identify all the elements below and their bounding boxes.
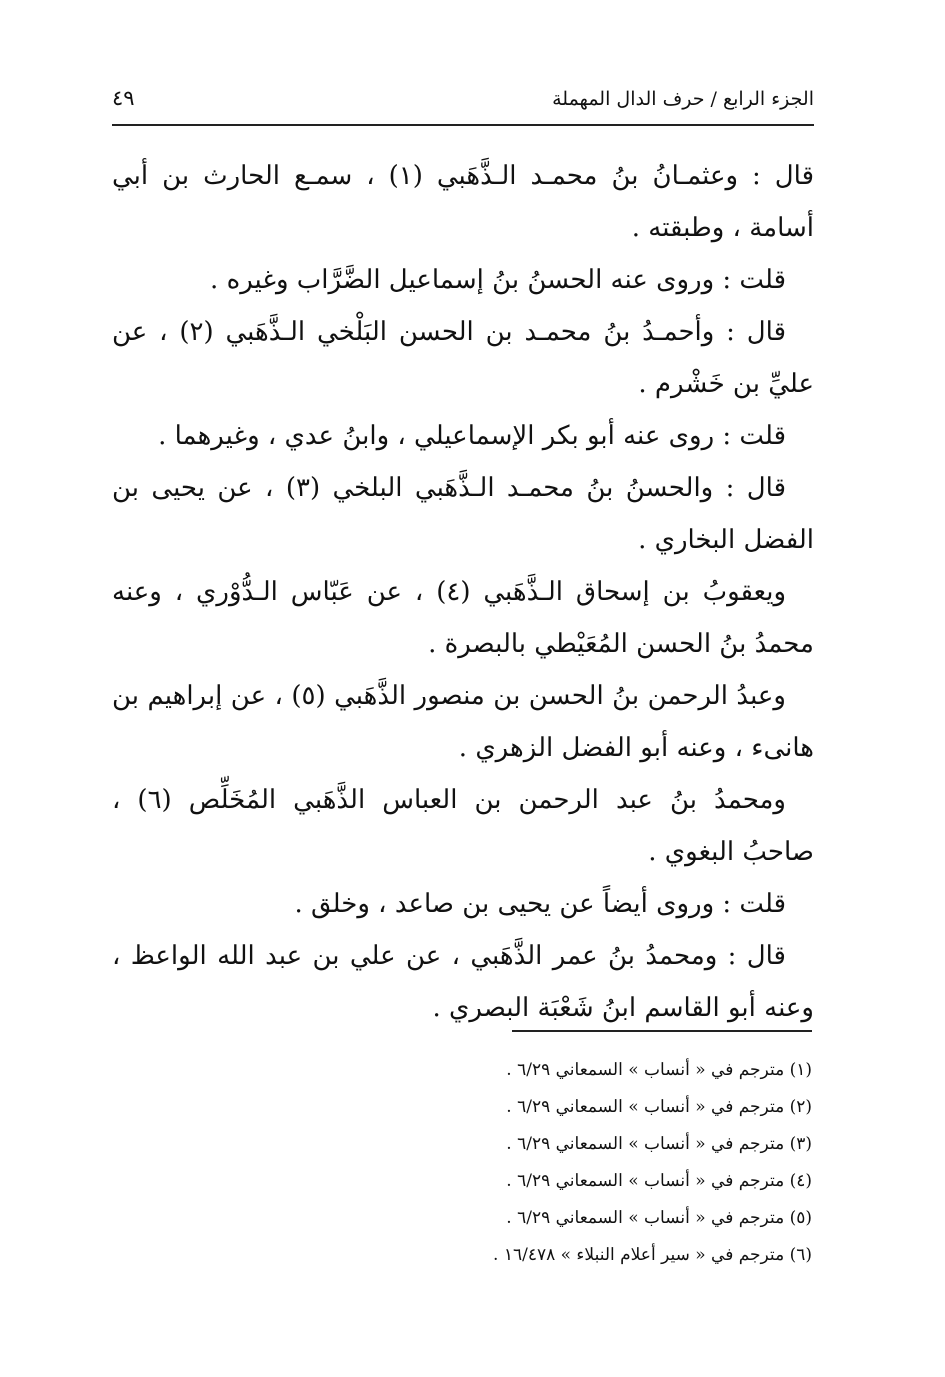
footnote: (٢) مترجم في « أنساب » السمعاني ٦/٢٩ .: [506, 1097, 812, 1117]
paragraph: قلت : وروى أيضاً عن يحيى بن صاعد ، وخلق .: [294, 889, 786, 919]
paragraph: وعبدُ الرحمن بنُ الحسن بن منصور الذَّهَبي (٥) ، عن إبراهيم بن هانىء ، وعنه أبو الفضل الزهري .: [112, 681, 814, 763]
paragraph: قال : والحسنُ بنُ محمـد الـذَّهَبي البلخي (٣) ، عن يحيى بن الفضل البخاري .: [112, 473, 814, 555]
header-title: الجزء الرابع / حرف الدال المهملة: [552, 88, 814, 110]
paragraph: ويعقوبُ بن إسحاق الـذَّهَبي (٤) ، عن عَبّاس الـدُّوْري ، وعنه محمدُ بنُ الحسن المُعَيْطي بالبصرة .: [112, 577, 814, 659]
main-text: [112, 150, 814, 1034]
paragraph: قال : وعثمـانُ بنُ محمـد الـذَّهَبي (١) ، سمـع الحارث بن أبي أسامة ، وطبقته .: [112, 161, 815, 243]
header-divider: [112, 124, 814, 126]
paragraph: قال : ومحمدُ بنُ عمر الذَّهَبي ، عن علي بن عبد الله الواعظ ، وعنه أبو القاسم ابنُ شَعْبَة البصري .: [112, 941, 814, 1023]
footnote: (٣) مترجم في « أنساب » السمعاني ٦/٢٩ .: [506, 1134, 812, 1154]
footnotes: [112, 1052, 812, 1274]
footnote: (٤) مترجم في « أنساب » السمعاني ٦/٢٩ .: [506, 1171, 812, 1191]
paragraph: قلت : وروى عنه الحسنُ بنُ إسماعيل الضَّرَّاب وغيره .: [210, 265, 786, 295]
footnote: (٥) مترجم في « أنساب » السمعاني ٦/٢٩ .: [506, 1208, 812, 1228]
paragraph: قلت : روى عنه أبو بكر الإسماعيلي ، وابنُ عدي ، وغيرهما .: [158, 421, 786, 451]
running-header: [112, 82, 814, 122]
page-number: ٤٩: [112, 86, 135, 110]
paragraph: قال : وأحمـدُ بنُ محمـد بن الحسن البَلْخي الـذَّهَبي (٢) ، عن عليِّ بن خَشْرم .: [112, 317, 814, 399]
footnote: (١) مترجم في « أنساب » السمعاني ٦/٢٩ .: [506, 1060, 812, 1080]
paragraph: ومحمدُ بنُ عبد الرحمن بن العباس الذَّهَبي المُخَلِّص (٦) ، صاحبُ البغوي .: [112, 785, 814, 867]
footnote: (٦) مترجم في « سير أعلام النبلاء » ١٦/٤٧٨ .: [493, 1245, 812, 1265]
footnote-divider: [512, 1030, 812, 1032]
